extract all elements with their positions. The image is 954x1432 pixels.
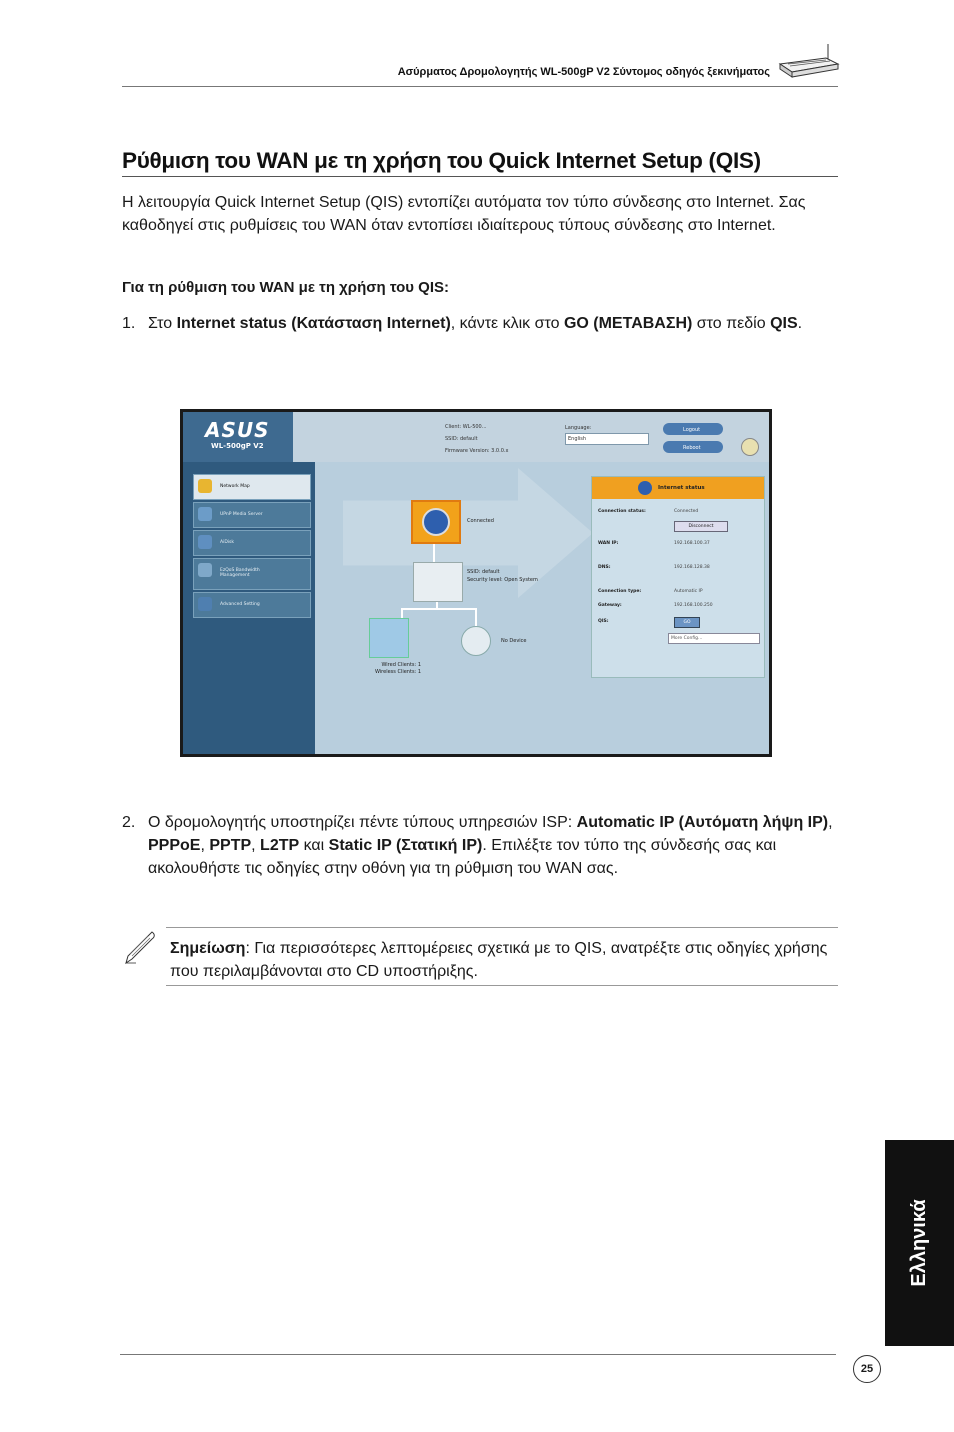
header-rule xyxy=(122,86,838,87)
smiley-icon xyxy=(741,438,759,456)
internet-status-panel xyxy=(591,476,765,678)
status-row-label: Connection type: xyxy=(598,589,642,594)
status-row-value: 192.168.100.37 xyxy=(674,541,710,546)
step-2-part: , xyxy=(251,837,261,854)
menu-label: Advanced Setting xyxy=(220,602,260,607)
menu-upnp-media-server[interactable] xyxy=(193,502,311,528)
internet-connected-label: Connected xyxy=(467,518,494,524)
menu-network-map[interactable] xyxy=(193,474,311,500)
step-2-number: 2. xyxy=(122,814,136,831)
reboot-label: Reboot xyxy=(683,445,701,451)
media-server-icon xyxy=(198,507,212,521)
step-1-part: , κάντε κλικ στο xyxy=(450,315,564,332)
qis-go-button[interactable]: GO xyxy=(674,617,700,628)
section-title: Ρύθμιση του WAN με τη χρήση του Quick Internet Setup (QIS) xyxy=(122,148,761,173)
header-info-line: Client: WL-500... xyxy=(445,424,487,430)
logout-label: Logout xyxy=(683,427,701,433)
step-1-part: . xyxy=(797,315,803,332)
step-2-bold: L2TP xyxy=(260,837,300,854)
step-2-bold: Static IP (Στατική IP) xyxy=(328,837,483,854)
router-ui-header xyxy=(183,412,769,468)
language-select[interactable] xyxy=(565,433,649,445)
step-1-number: 1. xyxy=(122,315,136,332)
status-row-label: WAN IP: xyxy=(598,541,619,546)
page-number: 25 xyxy=(853,1355,881,1383)
menu-label: Network Map xyxy=(220,484,250,489)
more-config-select[interactable]: More Config... xyxy=(668,633,760,644)
globe-icon xyxy=(638,481,652,495)
note-text xyxy=(170,937,835,983)
step-2-bold: Automatic IP (Αυτόματη λήψη IP) xyxy=(576,814,829,831)
reboot-button[interactable] xyxy=(663,441,723,453)
running-header: Ασύρματος Δρομολογητής WL-500gP V2 Σύντομος οδηγός ξεκινήματος xyxy=(397,66,770,78)
pen-icon xyxy=(122,930,158,966)
router-ui-screenshot xyxy=(180,409,772,757)
connector-line xyxy=(475,608,477,626)
disconnect-button[interactable]: Disconnect xyxy=(674,521,728,532)
asus-logo: ASUS xyxy=(205,418,270,442)
step-1-bold: Internet status (Κατάσταση Internet) xyxy=(176,315,451,332)
status-row-value: 192.168.128.38 xyxy=(674,565,710,570)
router-info-label: SSID: default Security level: Open System xyxy=(467,569,538,583)
screenshot-canvas xyxy=(183,412,769,754)
step-1-part: Στο xyxy=(148,315,177,332)
menu-aidisk[interactable] xyxy=(193,530,311,556)
status-row-value: Automatic IP xyxy=(674,589,703,594)
status-row-label: Connection status: xyxy=(598,509,646,514)
note-label: Σημείωση xyxy=(170,940,246,957)
status-row-label: DNS: xyxy=(598,565,611,570)
note-bottom-rule xyxy=(166,985,838,986)
connector-line xyxy=(433,542,435,562)
step-2-part: και xyxy=(299,837,329,854)
intro-paragraph: Η λειτουργία Quick Internet Setup (QIS) εντοπίζει αυτόματα τον τύπο σύνδεσης στο Internet. Σας καθοδηγεί στις ρυθμίσεις του WAN όταν εντοπίσει ιδιαίτερους τύπους σύνδεσης στο Internet. xyxy=(122,194,806,234)
menu-label: AiDisk xyxy=(220,540,234,545)
step-1-bold: QIS xyxy=(770,315,798,332)
advanced-setting-icon xyxy=(198,597,212,611)
step-2-part: , xyxy=(200,837,210,854)
title-underline xyxy=(122,176,838,177)
ezqos-icon xyxy=(198,563,212,577)
status-row-value: 192.168.100.250 xyxy=(674,603,713,608)
step-2-bold: PPPoE xyxy=(148,837,201,854)
router-device-icon[interactable] xyxy=(413,562,463,602)
status-row-label: QIS: xyxy=(598,619,609,624)
header-info-line: SSID: default xyxy=(445,436,478,442)
note-top-rule xyxy=(166,927,838,928)
language-label: Language: xyxy=(565,425,592,431)
step-1-text xyxy=(148,312,838,335)
status-panel-title: Internet status xyxy=(658,485,705,491)
menu-label: EzQoS Bandwidth Management xyxy=(220,568,260,578)
globe-icon xyxy=(422,508,450,536)
note-body: : Για περισσότερες λεπτομέρειες σχετικά με το QIS, ανατρέξτε στις οδηγίες χρήσης που περιλαμβάνονται στο CD υποστήριξης. xyxy=(170,940,828,980)
procedure-heading: Για τη ρύθμιση του WAN με τη χρήση του QIS: xyxy=(122,279,449,296)
step-2-part: . Επιλέξτε τον τύπο της σύνδεσής σας και ακολουθήστε τις οδηγίες στην οθόνη για τη ρύθμιση του WAN σας. xyxy=(148,837,777,877)
footer-rule xyxy=(120,1354,836,1355)
usb-device-label: No Device xyxy=(501,638,527,644)
clients-icon[interactable] xyxy=(369,618,409,658)
step-1-bold: GO (ΜΕΤΑΒΑΣΗ) xyxy=(563,315,693,332)
usb-icon[interactable] xyxy=(461,626,491,656)
step-2-bold: PPTP xyxy=(209,837,252,854)
menu-label: UPnP Media Server xyxy=(220,512,263,517)
header-info-line: Firmware Version: 3.0.0.x xyxy=(445,448,509,454)
step-2-part: Ο δρομολογητής υποστηρίζει πέντε τύπους υπηρεσιών ISP: xyxy=(148,814,577,831)
router-icon xyxy=(776,42,840,82)
step-2-text xyxy=(148,811,838,880)
logout-button[interactable] xyxy=(663,423,723,435)
step-1-part: στο πεδίο xyxy=(692,315,771,332)
clients-info-label: Wired Clients: 1 Wireless Clients: 1 xyxy=(374,662,421,675)
aidisk-icon xyxy=(198,535,212,549)
menu-advanced-setting[interactable] xyxy=(193,592,311,618)
menu-ezqos[interactable] xyxy=(193,558,311,590)
logo-panel xyxy=(183,412,293,464)
model-name: WL-500gP V2 xyxy=(211,442,264,450)
status-row-label: Gateway: xyxy=(598,603,622,608)
language-value: English xyxy=(568,436,587,442)
router-sidebar xyxy=(183,462,315,754)
language-side-tab xyxy=(885,1140,954,1346)
step-2-part: , xyxy=(828,814,833,831)
network-map-icon xyxy=(198,479,212,493)
status-panel-header xyxy=(592,477,764,499)
language-tab-label: Ελληνικά xyxy=(908,1199,930,1287)
connector-line xyxy=(401,608,477,610)
status-row-value: Connected xyxy=(674,509,699,514)
